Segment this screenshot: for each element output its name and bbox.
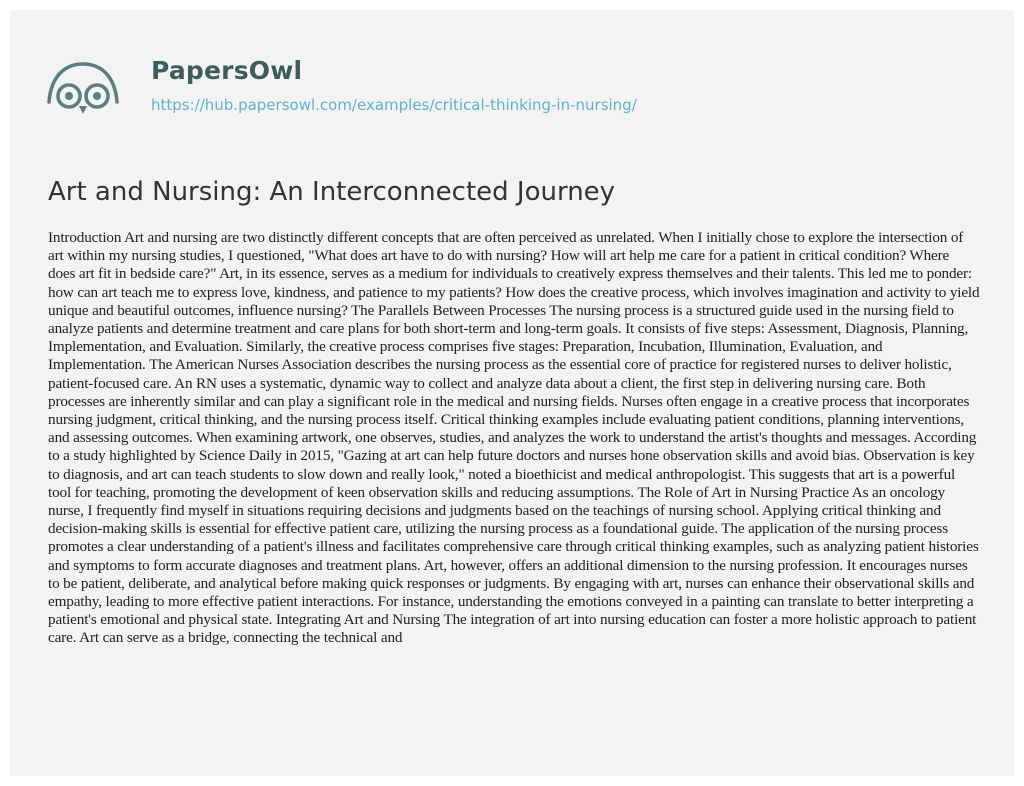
- owl-logo-icon: [47, 58, 119, 118]
- document-page: [10, 10, 1014, 776]
- article-title: Art and Nursing: An Interconnected Journey: [48, 177, 616, 207]
- article-body: Introduction Art and nursing are two distinctly different concepts that are often perceived as unrelated. When I initially chose to explore the intersection of art within my nursing studies, I questioned, "What does art have to do with nursing? How will art help me care for a patient in critical condition? Where does art fit in bedside care?" Art, in its essence, serves as a medium for individuals to creatively express themselves and their talents. This led me to ponder: how can art teach me to express love, kindness, and patience to my patients? How does the creative process, which involves imagination and activity to yield unique and beautiful outcomes, influence nursing? The Parallels Between Processes The nursing process is a structured guide used in the nursing field to analyze patients and determine treatment and care plans for both short-term and long-term goals. It consists of five steps: Assessment, Diagnosis, Planning, Implementation, and Evaluation. Similarly, the creative process comprises five stages: Preparation, Incubation, Illumination, Evaluation, and Implementation. The American Nurses Association describes the nursing process as the essential core of practice for registered nurses to deliver holistic, patient-focused care. An RN uses a systematic, dynamic way to collect and analyze data about a client, the first step in delivering nursing care. Both processes are inherently similar and can play a significant role in the medical and nursing fields. Nurses often engage in a creative process that incorporates nursing judgment, critical thinking, and the nursing process itself. Critical thinking examples include evaluating patient conditions, planning interventions, and assessing outcomes. When examining artwork, one observes, studies, and analyzes the work to understand the artist's thoughts and messages. According to a study highlighted by Science Daily in 2015, "Gazing at art can help future doctors and nurses hone observation skills and avoid bias. Observation is key to diagnosis, and art can teach students to slow down and really look," noted a bioethicist and medical anthropologist. This suggests that art is a powerful tool for teaching, promoting the development of keen observation skills and reducing assumptions. The Role of Art in Nursing Practice As an oncology nurse, I frequently find myself in situations requiring decisions and judgments based on the teachings of nursing school. Applying critical thinking and decision-making skills is essential for effective patient care, utilizing the nursing process as a foundational guide. The application of the nursing process promotes a clear understanding of a patient's illness and facilitates comprehensive care through critical thinking examples, such as analyzing patient histories and symptoms to form accurate diagnoses and treatment plans. Art, however, offers an additional dimension to the nursing profession. It encourages nurses to be patient, deliberate, and analytical before making quick responses or judgments. By engaging with art, nurses can enhance their observational skills and empathy, leading to more effective patient interactions. For instance, understanding the emotions conveyed in a painting can translate to better interpreting a patient's emotional and physical state. Integrating Art and Nursing The integration of art into nursing education can foster a more holistic approach to patient care. Art can serve as a bridge, connecting the technical and: [48, 229, 980, 647]
- source-url-link[interactable]: https://hub.papersowl.com/examples/critical-thinking-in-nursing/: [151, 95, 637, 114]
- brand-block: [151, 55, 637, 115]
- site-header: [47, 55, 637, 118]
- brand-name: PapersOwl: [151, 55, 303, 85]
